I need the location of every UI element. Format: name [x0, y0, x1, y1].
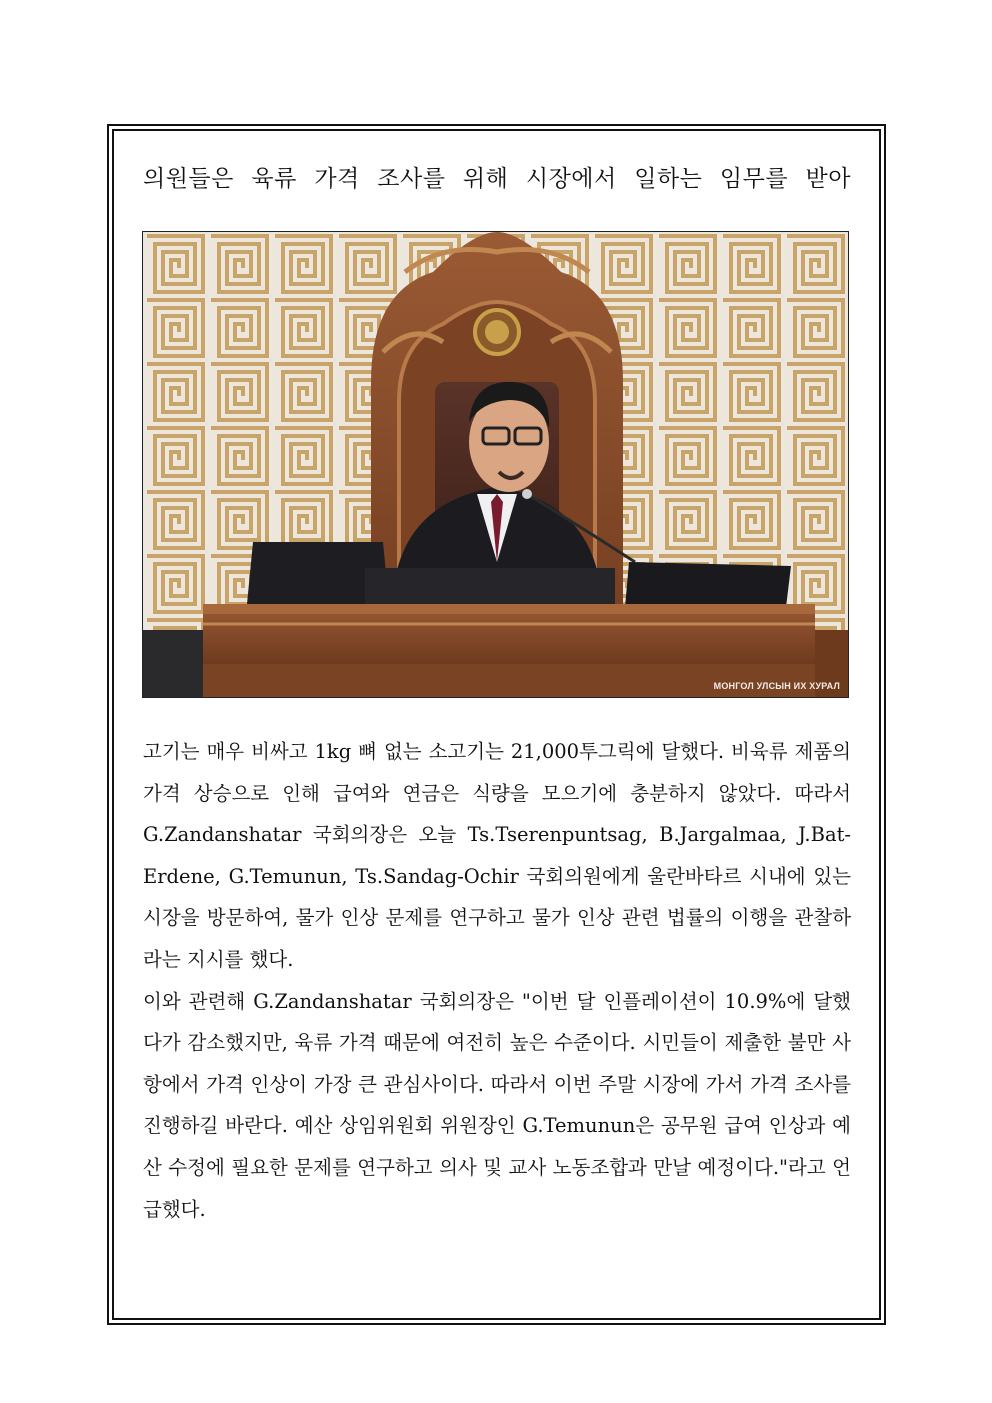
article-photo — [142, 231, 849, 698]
photo-watermark: МОНГОЛ УЛСЫН ИХ ХУРАЛ — [713, 681, 840, 691]
article-paragraph-2: 이와 관련해 G.Zandanshatar 국회의장은 "이번 달 인플레이션이 10.9%에 달했다가 감소했지만, 육류 가격 때문에 여전히 높은 수준이다. 시민들이 제출한 불만 사항에서 가격 인상이 가장 큰 관심사이다. 따라서 이번 주말 시장에 가서 가격 조사를 진행하길 바란다. 예산 상임위원회 위원장인 G.Temunun은 공무원 급여 인상과 예산 수정에 필요한 문제를 연구하고 의사 및 교사 노동조합과 만날 예정이다."라고 언급했다. — [143, 989, 851, 1221]
article-paragraph-1: 고기는 매우 비싸고 1kg 뼈 없는 소고기는 21,000투그릭에 달했다. 비육류 제품의 가격 상승으로 인해 급여와 연금은 식량을 모으기에 충분하지 않았다. 따라서 G.Zandanshatar 국회의장은 오늘 Ts.Tserenpuntsag, B.Jargalmaa, J.Bat-Erdene, G.Temunun, Ts.Sandag-Ochir 국회의원에게 울란바타르 시내에 있는 시장을 방문하여, 물가 인상 문제를 연구하고 물가 인상 관련 법률의 이행을 관찰하라는 지시를 했다. — [143, 740, 851, 971]
article-body — [143, 731, 851, 1230]
article-title: 의원들은 육류 가격 조사를 위해 시장에서 일하는 임무를 받아 — [143, 166, 851, 192]
